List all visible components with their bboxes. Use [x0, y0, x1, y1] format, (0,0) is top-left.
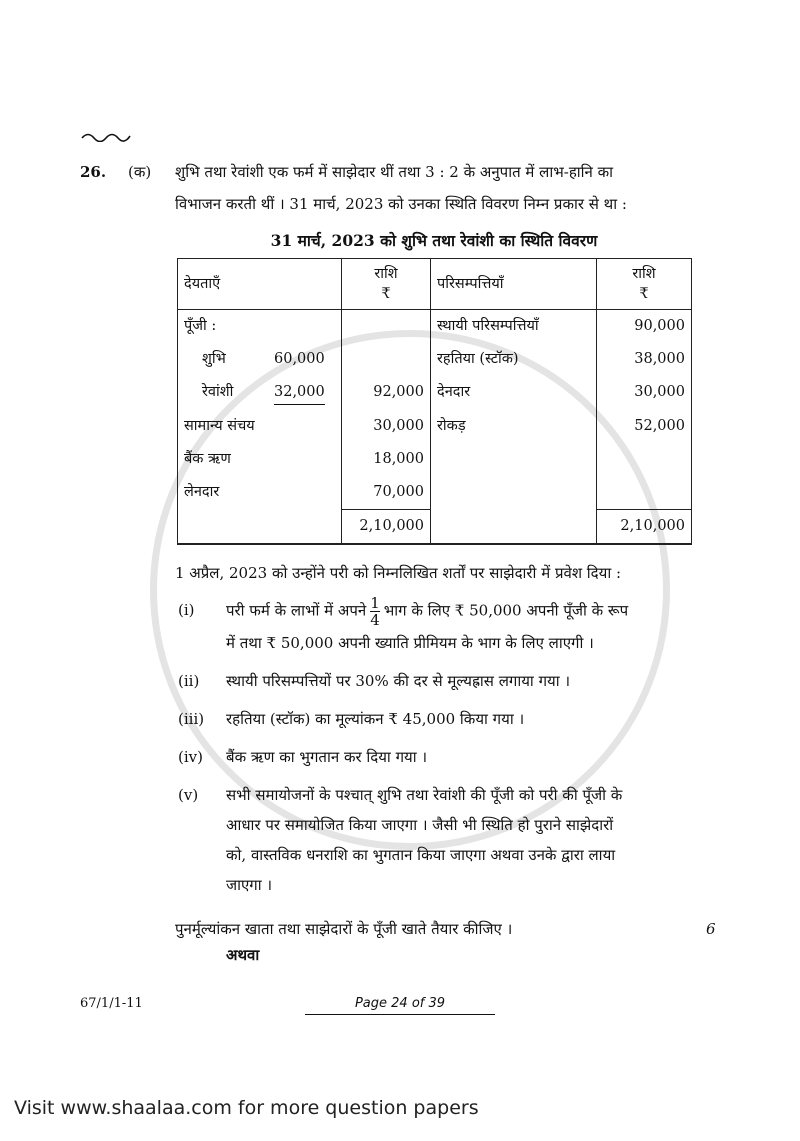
- term-number: (i): [178, 601, 195, 619]
- paper-code: 67/1/1-11: [80, 996, 143, 1011]
- term-item: [178, 742, 693, 772]
- term-text: बैंक ऋण का भुगतान कर दिया गया ।: [226, 748, 428, 766]
- term-text-part: परी फर्म के लाभों में अपने: [226, 601, 367, 620]
- partner-capital: 32,000: [274, 381, 325, 405]
- partner-name: रेवांशी: [202, 384, 234, 400]
- header-assets: परिसम्पत्तियाँ: [431, 259, 597, 310]
- term-line: [226, 595, 693, 628]
- term-number: (ii): [178, 672, 200, 690]
- term-item: [178, 666, 693, 696]
- fraction: [370, 595, 380, 628]
- table-row: [178, 310, 692, 344]
- term-number: (iv): [178, 748, 203, 766]
- asset-amount: 52,000: [597, 410, 692, 443]
- term-line: आधार पर समायोजित किया जाएगा । जैसी भी स्थिति हो पुराने साझेदारों: [226, 816, 614, 834]
- asset-amount: 90,000: [597, 310, 692, 344]
- question-part: (क): [128, 163, 152, 181]
- term-text: [226, 595, 693, 658]
- capital-label: पूँजी :: [178, 310, 342, 344]
- marks: 6: [706, 920, 716, 938]
- numerator: 1: [370, 594, 380, 612]
- asset-label: रोकड़: [431, 410, 597, 443]
- header-liabilities: देयताएँ: [178, 259, 342, 310]
- header-amount: [342, 259, 431, 310]
- question-number: 26.: [80, 163, 107, 181]
- term-number: (iii): [178, 710, 205, 728]
- asset-label: देनदार: [431, 376, 597, 410]
- table-row: [178, 443, 692, 476]
- partner-name: शुभि: [202, 351, 226, 367]
- liability-amount: 70,000: [342, 476, 431, 510]
- rupee-label: ₹: [639, 286, 649, 302]
- term-item: [178, 704, 693, 734]
- assets-total: 2,10,000: [597, 510, 692, 545]
- amount-label: राशि: [632, 266, 656, 282]
- liability-amount: 30,000: [342, 410, 431, 443]
- instruction-row: [175, 916, 800, 942]
- denominator: 4: [370, 611, 380, 629]
- term-line: को, वास्तविक धनराशि का भुगतान किया जाएगा अथवा उनके द्वारा लाया: [226, 846, 616, 864]
- asset-label: स्थायी परिसम्पत्तियाँ: [431, 310, 597, 344]
- asset-amount: 38,000: [597, 343, 692, 376]
- rupee-label: ₹: [381, 286, 391, 302]
- table-row: [178, 410, 692, 443]
- term-number: (v): [178, 786, 199, 804]
- term-text-part: भाग के लिए ₹ 50,000 अपनी पूँजी के रूप: [383, 601, 629, 620]
- page-footer: [80, 994, 800, 1015]
- term-line: में तथा ₹ 50,000 अपनी ख्याति प्रीमियम के भाग के लिए लाएगी ।: [226, 634, 594, 652]
- balance-sheet-table: [177, 258, 692, 545]
- term-item: [178, 780, 693, 900]
- page-number: Page 24 of 39: [305, 994, 495, 1015]
- partner-capital: 60,000: [274, 351, 325, 367]
- question-header: [80, 156, 800, 220]
- table-row: [178, 476, 692, 510]
- asset-label: रहतिया (स्टॉक): [431, 343, 597, 376]
- term-line: जाएगा ।: [226, 876, 273, 894]
- capital-total: 92,000: [342, 376, 431, 410]
- intro-text: [175, 156, 690, 220]
- partner-row: [184, 381, 335, 405]
- liabilities-total: 2,10,000: [342, 510, 431, 545]
- table-row: [178, 343, 692, 376]
- term-text: स्थायी परिसम्पत्तियों पर 30% की दर से मूल्यह्रास लगाया गया ।: [226, 672, 571, 690]
- amount-label: राशि: [374, 266, 398, 282]
- term-item: [178, 595, 693, 658]
- tilde-mark-icon: [80, 130, 140, 142]
- liability-label: बैंक ऋण: [178, 443, 342, 476]
- partner-row: [184, 348, 335, 371]
- or-label: अथवा: [226, 946, 260, 964]
- asset-amount: 30,000: [597, 376, 692, 410]
- table-title: 31 मार्च, 2023 को शुभि तथा रेवांशी का स्थिति विवरण: [270, 231, 598, 250]
- terms-list: [178, 595, 693, 900]
- table-row: [178, 376, 692, 410]
- liability-label: सामान्य संचय: [178, 410, 342, 443]
- liability-label: लेनदार: [178, 476, 342, 510]
- liability-amount: 18,000: [342, 443, 431, 476]
- intro-line-2: विभाजन करती थीं । 31 मार्च, 2023 को उनका स्थिति विवरण निम्न प्रकार से था :: [175, 195, 627, 213]
- total-row: [178, 510, 692, 545]
- header-amount: [597, 259, 692, 310]
- instruction: पुनर्मूल्यांकन खाता तथा साझेदारों के पूँजी खाते तैयार कीजिए ।: [175, 920, 513, 938]
- intro-line-1: शुभि तथा रेवांशी एक फर्म में साझेदार थीं तथा 3 : 2 के अनुपात में लाभ-हानि का: [175, 163, 614, 181]
- term-text: [226, 780, 693, 900]
- term-text: रहतिया (स्टॉक) का मूल्यांकन ₹ 45,000 किया गया ।: [226, 710, 525, 728]
- footer-link[interactable]: Visit www.shaalaa.com for more question papers: [14, 1097, 479, 1119]
- admission-text: 1 अप्रैल, 2023 को उन्होंने परी को निम्नलिखित शर्तों पर साझेदारी में प्रवेश दिया :: [175, 564, 622, 582]
- term-line: सभी समायोजनों के पश्चात् शुभि तथा रेवांशी की पूँजी को परी की पूँजी के: [226, 786, 623, 804]
